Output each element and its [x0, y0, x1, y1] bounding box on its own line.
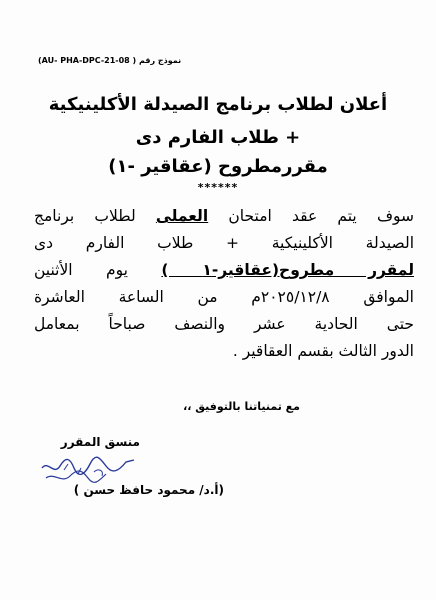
announcement-title-line2: + طلاب الفارم دى — [135, 127, 301, 148]
body-line-1-start: سوف يتم عقد امتحان — [208, 207, 415, 225]
body-line-6: الدور الثالث بقسم العقاقير . — [232, 342, 414, 360]
body-line-3 — [34, 257, 414, 284]
body-line-4: الموافق ٢٠٢٥/١٢/٨م من الساعة العاشرة — [34, 288, 414, 306]
body-line-5: حتى الحادية عشر والنصف صباحاً بمعامل — [34, 315, 414, 333]
body-line-1-end: لطلاب برنامج — [34, 207, 156, 225]
announcement-title-line1: أعلان لطلاب برنامج الصيدلة الأكلينيكية — [48, 94, 388, 115]
form-code-label: نموذج رقم — [138, 56, 182, 65]
course-name: لمقرر مطروح(عقاقير-١ ) — [161, 261, 415, 279]
form-code-value: (AU- PHA-DPC-21-08 ) — [38, 56, 137, 65]
signer-name: (أ.د/ محمود حافظ حسن ) — [73, 483, 224, 497]
announcement-title-line3: مقررمطروح (عقاقير -١) — [108, 156, 328, 177]
body-line-3-end: يوم الأثنين — [34, 261, 162, 279]
practical-exam-word: العملى — [155, 207, 209, 225]
separator-stars: ****** — [197, 181, 239, 194]
closing-wishes: مع تمنياتنا بالتوفيق ،، — [183, 400, 300, 413]
coordinator-label: منسق المقرر — [60, 435, 140, 449]
body-line-2: الصيدلة الأكلينيكية + طلاب الفارم دى — [34, 234, 414, 252]
form-code — [38, 56, 181, 65]
announcement-body — [34, 203, 414, 365]
body-line-1 — [34, 203, 414, 230]
